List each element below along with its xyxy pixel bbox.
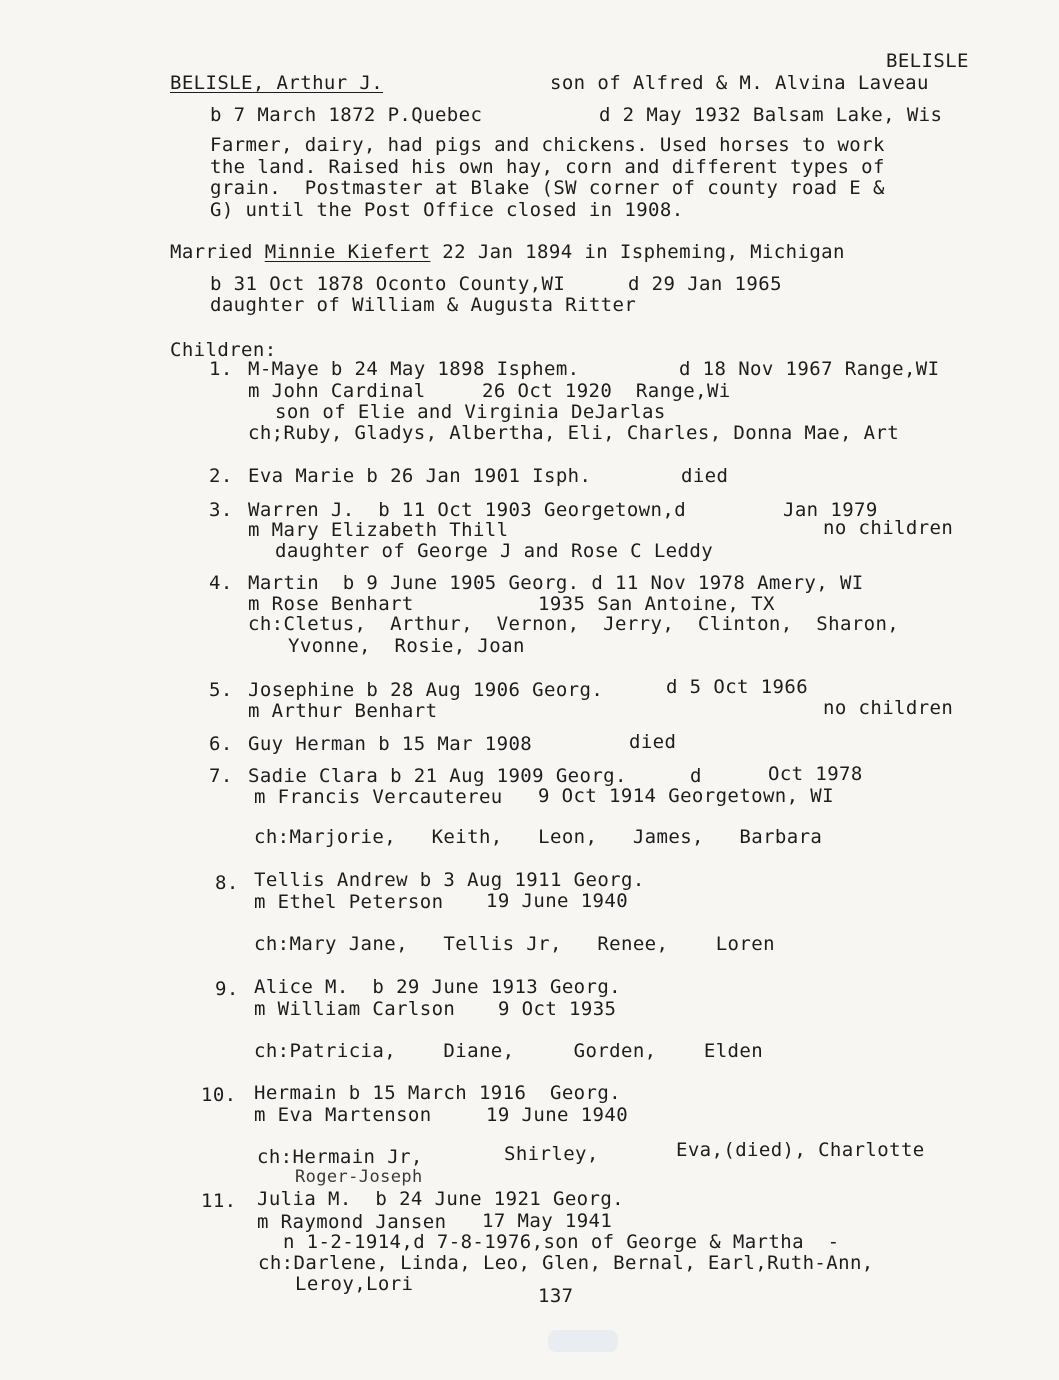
child-line: ch:Hermain Jr, [257, 1146, 423, 1168]
child-line: Alice M. b 29 June 1913 Georg. [254, 976, 622, 998]
bio-line: G) until the Post Office closed in 1908. [210, 199, 684, 221]
child-line: 19 June 1940 [486, 890, 629, 912]
child-line: ch:Patricia, Diane, Gorden, Elden [254, 1040, 764, 1062]
child-line: m John Cardinal [248, 380, 426, 402]
child-number: 3. [209, 499, 233, 521]
child-line: 26 Oct 1920 Range,Wi [482, 380, 731, 402]
marriage-prefix: Married [170, 241, 265, 263]
child-line: died [629, 731, 677, 753]
child-number: 9. [215, 978, 239, 1000]
child-line: Jan 1979 [783, 499, 878, 521]
child-line: son of Elie and Virginia DeJarlas [275, 401, 666, 423]
child-line: Shirley, [504, 1143, 599, 1165]
child-line: Yvonne, Rosie, Joan [288, 635, 525, 657]
child-line: d 5 Oct 1966 [666, 676, 809, 698]
child-line: Julia M. b 24 June 1921 Georg. [257, 1188, 625, 1210]
child-line: d 18 Nov 1967 Range,WI [679, 358, 940, 380]
child-line: died [681, 465, 729, 487]
surname-underlined: BELISLE [170, 72, 253, 94]
child-line: 17 May 1941 [482, 1210, 613, 1232]
child-line: m Rose Benhart [248, 593, 414, 615]
children-heading: Children: [170, 339, 277, 361]
child-number: 11. [201, 1190, 237, 1212]
child-number: 7. [209, 765, 233, 787]
child-line: M-Maye b 24 May 1898 Isphem. [248, 358, 580, 380]
child-line: ch:Marjorie, Keith, Leon, James, Barbara [254, 826, 823, 848]
child-line: Oct 1978 [768, 763, 863, 785]
child-line: Tellis Andrew b 3 Aug 1911 Georg. [254, 869, 645, 891]
child-line: m Raymond Jansen [257, 1211, 447, 1233]
child-line: Guy Herman b 15 Mar 1908 [248, 733, 533, 755]
child-number: 4. [209, 572, 233, 594]
child-line: m Mary Elizabeth Thill [248, 519, 509, 541]
child-line: m Eva Martenson [254, 1104, 432, 1126]
child-line: 9 Oct 1914 Georgetown, WI [538, 785, 834, 807]
child-line: ch:Cletus, Arthur, Vernon, Jerry, Clinton, Sharon, [248, 613, 900, 635]
bio-line: Farmer, dairy, had pigs and chickens. Used horses to work [210, 134, 885, 156]
child-line: Martin b 9 June 1905 Georg. d 11 Nov 1978 Amery, WI [248, 572, 864, 594]
child-number: 2. [209, 465, 233, 487]
child-line: 19 June 1940 [486, 1104, 629, 1126]
child-line: Eva Marie b 26 Jan 1901 Isph. [248, 465, 592, 487]
bio-line: grain. Postmaster at Blake (SW corner of county road E & [210, 177, 885, 199]
parents: son of Alfred & M. Alvina Laveau [550, 72, 929, 94]
child-line: m Francis Vercautereu [254, 786, 503, 808]
birth: b 7 March 1872 P.Quebec [210, 104, 483, 126]
child-line: Sadie Clara b 21 Aug 1909 Georg. [248, 765, 627, 787]
child-line: 9 Oct 1935 [498, 998, 617, 1020]
marriage-details: 22 Jan 1894 in Ispheming, Michigan [430, 241, 845, 263]
paper-smudge [548, 1330, 618, 1352]
given-name: , Arthur J. [252, 72, 384, 94]
marriage-line [170, 241, 845, 263]
spouse-name: Minnie Kiefert [264, 241, 431, 263]
child-line: n 1-2-1914,d 7-8-1976,son of George & Martha - [283, 1231, 840, 1253]
child-line: no children [823, 517, 954, 539]
child-line: m Ethel Peterson [254, 891, 444, 913]
page-surname: BELISLE [886, 50, 969, 72]
child-number: 10. [201, 1084, 237, 1106]
child-number: 8. [215, 872, 239, 894]
person-name [170, 72, 383, 94]
child-number: 5. [209, 679, 233, 701]
bio-line: the land. Raised his own hay, corn and different types of [210, 156, 885, 178]
child-line: 1935 San Antoine, TX [538, 593, 775, 615]
child-line: no children [823, 697, 954, 719]
death: d 2 May 1932 Balsam Lake, Wis [599, 104, 943, 126]
child-line: daughter of George J and Rose C Leddy [275, 540, 714, 562]
spouse-death: d 29 Jan 1965 [628, 273, 782, 295]
child-line: Leroy,Lori [295, 1273, 414, 1295]
child-line: Josephine b 28 Aug 1906 Georg. [248, 679, 604, 701]
child-line: Eva,(died), Charlotte [676, 1139, 925, 1161]
child-line: m William Carlson [254, 998, 456, 1020]
spouse-birth: b 31 Oct 1878 Oconto County,WI [210, 273, 566, 295]
page-number: 137 [538, 1285, 574, 1307]
child-line: Warren J. b 11 Oct 1903 Georgetown,d [248, 499, 687, 521]
child-line: d [690, 765, 702, 787]
child-number: 1. [209, 358, 233, 380]
child-line: ch:Mary Jane, Tellis Jr, Renee, Loren [254, 933, 775, 955]
child-line: ch;Ruby, Gladys, Albertha, Eli, Charles, Donna Mae, Art [248, 422, 900, 444]
child-line: Hermain b 15 March 1916 Georg. [254, 1082, 622, 1104]
spouse-parents: daughter of William & Augusta Ritter [210, 294, 637, 316]
child-line: Roger-Joseph [295, 1167, 423, 1187]
child-line: m Arthur Benhart [248, 700, 438, 722]
child-line: ch:Darlene, Linda, Leo, Glen, Bernal, Earl,Ruth-Ann, [258, 1252, 874, 1274]
child-number: 6. [209, 733, 233, 755]
